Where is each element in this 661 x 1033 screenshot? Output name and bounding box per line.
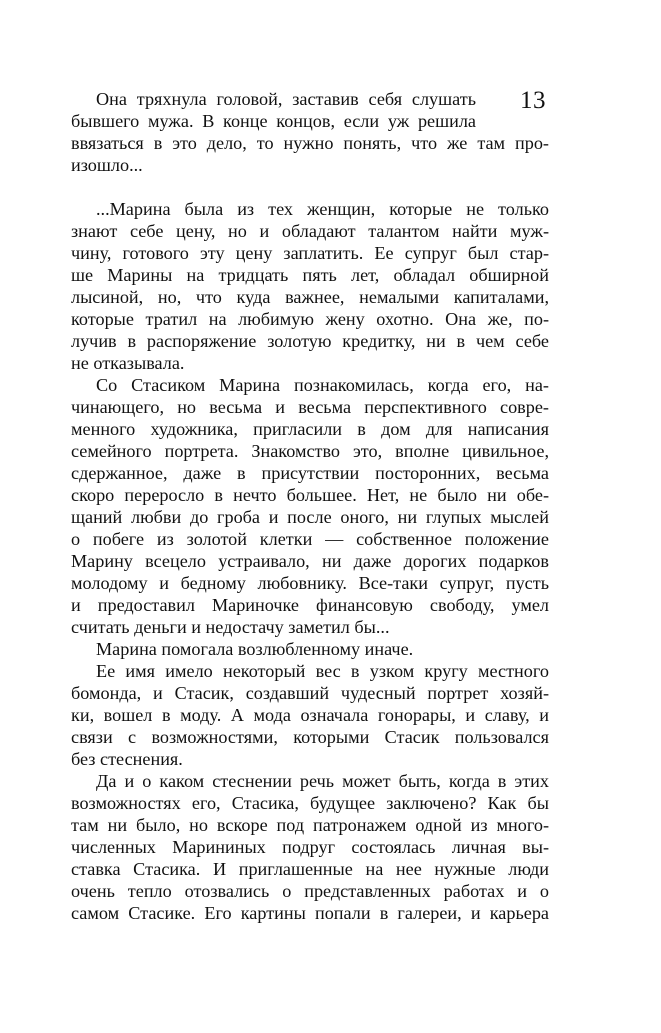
text-line: лысиной, но, что куда важнее, немалыми капиталами, xyxy=(71,287,549,307)
text-line: очень тепло отозвались о представленных работах и о xyxy=(71,881,549,901)
text-line: чину, готового эту цену заплатить. Ее супруг был стар- xyxy=(71,243,549,263)
text-line: бывшего мужа. В конце концов, если уж решила xyxy=(71,111,476,131)
text-line: ...Марина была из тех женщин, которые не только xyxy=(96,199,549,219)
text-line: молодому и бедному любовнику. Все-таки супруг, пусть xyxy=(71,573,549,593)
text-line: бомонда, и Стасик, создавший чудесный портрет хозяй- xyxy=(71,683,549,703)
text-line: численных Марининых подруг состоялась личная вы- xyxy=(71,837,549,857)
text-line: сдержанное, даже в присутствии посторонних, весьма xyxy=(71,463,549,483)
text-line: ставка Стасика. И приглашенные на нее нужные люди xyxy=(71,859,549,879)
text-line: Да и о каком стеснении речь может быть, когда в этих xyxy=(96,771,549,791)
text-line: которые тратил на любимую жену охотно. Она же, по- xyxy=(71,309,549,329)
text-line: ше Марины на тридцать пять лет, обладал обширной xyxy=(71,265,549,285)
text-line: щаний любви до гроба и после оного, ни глупых мыслей xyxy=(71,507,549,527)
text-line: Марину всецело устраивало, ни даже дорогих подарков xyxy=(71,551,549,571)
page-number: 13 xyxy=(520,87,546,114)
text-line: семейного портрета. Знакомство это, вполне цивильное, xyxy=(71,441,549,461)
text-line: без стеснения. xyxy=(71,749,183,769)
text-line: чинающего, но весьма и весьма перспективного совре- xyxy=(71,397,549,417)
text-line: Со Стасиком Марина познакомилась, когда его, на- xyxy=(96,375,549,395)
text-line: там ни было, но вскоре под патронажем одной из много- xyxy=(71,815,549,835)
text-line: знают себе цену, но и обладают талантом найти муж- xyxy=(71,221,549,241)
text-line: о побеге из золотой клетки — собственное положение xyxy=(71,529,549,549)
text-line: не отказывала. xyxy=(71,353,185,373)
text-line: считать деньги и недостачу заметил бы... xyxy=(71,617,390,637)
text-line: изошло... xyxy=(71,155,143,175)
text-line: Ее имя имело некоторый вес в узком кругу местного xyxy=(96,661,549,681)
text-line: ввязаться в это дело, то нужно понять, что же там про- xyxy=(71,133,549,153)
text-line: Марина помогала возлюбленному иначе. xyxy=(96,639,414,659)
text-line: скоро переросло в нечто большее. Нет, не было ни обе- xyxy=(71,485,549,505)
text-line: лучив в распоряжение золотую кредитку, ни в чем себе xyxy=(71,331,549,351)
text-line: возможностях его, Стасика, будущее заключено? Как бы xyxy=(71,793,549,813)
text-line: самом Стасике. Его картины попали в галереи, и карьера xyxy=(71,903,549,923)
text-line: ки, вошел в моду. А мода означала гонорары, и славу, и xyxy=(71,705,549,725)
text-line: менного художника, пригласили в дом для написания xyxy=(71,419,549,439)
text-line: и предоставил Мариночке финансовую свободу, умел xyxy=(71,595,549,615)
text-line: Она тряхнула головой, заставив себя слушать xyxy=(96,89,476,109)
text-line: связи с возможностями, которыми Стасик пользовался xyxy=(71,727,549,747)
